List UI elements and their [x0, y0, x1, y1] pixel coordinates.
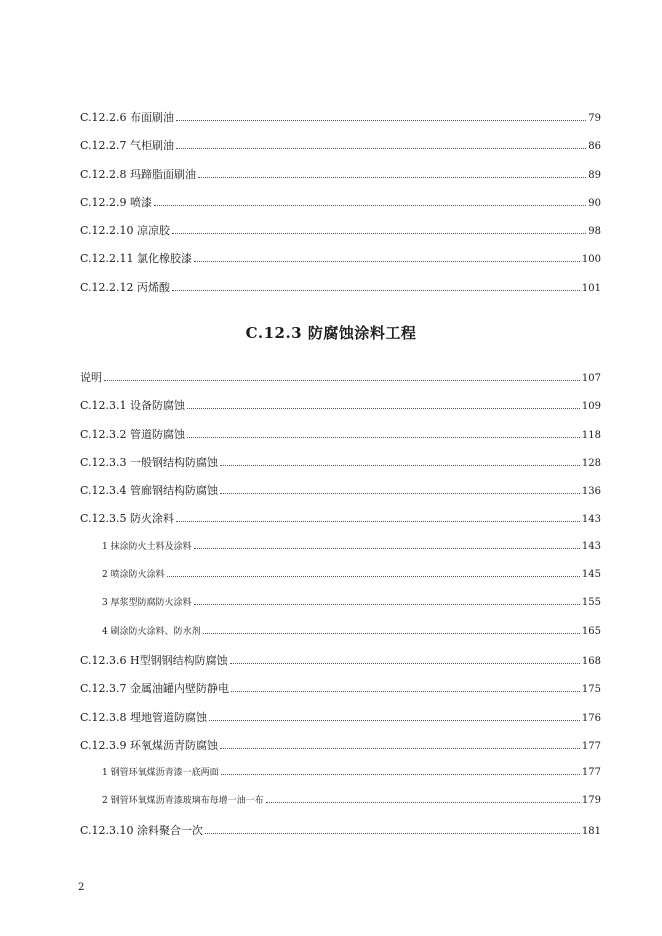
- dot-leader: [104, 380, 580, 381]
- toc-part1: [80, 109, 601, 307]
- toc-entry-label: C.12.3.3 一般钢结构防腐蚀: [80, 455, 219, 469]
- toc-entry-label: 2 喷涂防火涂料: [102, 570, 165, 581]
- dot-leader: [176, 148, 586, 149]
- toc-entry-label: 说明: [80, 371, 102, 384]
- toc-entry[interactable]: [80, 652, 601, 680]
- toc-entry[interactable]: [80, 737, 601, 765]
- toc-entry-page: 136: [581, 486, 601, 498]
- toc-entry-label: C.12.3.6 H型钢钢结构防腐蚀: [80, 653, 228, 667]
- dot-leader: [176, 521, 580, 522]
- toc-subentry[interactable]: [80, 567, 601, 595]
- toc-entry-page: 181: [581, 825, 601, 837]
- toc-subentry[interactable]: [80, 765, 601, 793]
- toc-entry-page: 98: [588, 226, 601, 238]
- dot-leader: [209, 720, 580, 721]
- toc-entry-label: 2 钢管环氧煤沥青漆玻璃布每增一油一布: [102, 796, 264, 807]
- dot-leader: [176, 120, 586, 121]
- toc-subentry[interactable]: [80, 624, 601, 652]
- toc-entry-label: C.12.3.2 管道防腐蚀: [80, 427, 186, 441]
- toc-entry-page: 177: [581, 740, 601, 752]
- toc-entry[interactable]: [80, 137, 601, 165]
- toc-entry[interactable]: [80, 709, 601, 737]
- dot-leader: [194, 261, 580, 262]
- toc-entry[interactable]: [80, 510, 601, 538]
- toc-entry[interactable]: [80, 426, 601, 454]
- toc-part2: [80, 369, 601, 850]
- toc-entry[interactable]: [80, 680, 601, 708]
- toc-entry-label: C.12.3.7 金属油罐内壁防静电: [80, 682, 230, 696]
- dot-leader: [266, 802, 580, 803]
- dot-leader: [205, 833, 580, 834]
- toc-entry[interactable]: [80, 166, 601, 194]
- toc-entry-page: 179: [581, 795, 601, 807]
- toc-entry-page: 109: [581, 401, 601, 413]
- toc-entry[interactable]: [80, 279, 601, 307]
- toc-entry[interactable]: [80, 397, 601, 425]
- toc-entry-page: 176: [581, 712, 601, 724]
- toc-subentry[interactable]: [80, 595, 601, 623]
- toc-entry-page: 107: [581, 373, 601, 384]
- toc-entry-page: 165: [581, 625, 601, 637]
- toc-entry-label: C.12.3.10 涂料聚合一次: [80, 823, 204, 837]
- dot-leader: [172, 233, 586, 234]
- toc-entry-page: 90: [588, 197, 601, 209]
- toc-entry[interactable]: [80, 250, 601, 278]
- dot-leader: [198, 177, 586, 178]
- toc-entry-page: 168: [581, 655, 601, 667]
- dot-leader: [187, 437, 580, 438]
- dot-leader: [187, 408, 580, 409]
- toc-entry[interactable]: [80, 369, 601, 397]
- toc-entry[interactable]: [80, 822, 601, 850]
- footer-page-number: 2: [78, 882, 85, 893]
- toc-entry-label: C.12.2.12 丙烯酸: [80, 280, 171, 294]
- toc-entry-page: 155: [581, 597, 601, 609]
- toc-entry-label: 1 抹涂防火土料及涂料: [102, 541, 192, 552]
- toc-entry-page: 79: [588, 113, 601, 124]
- toc-entry-page: 128: [581, 457, 601, 469]
- toc-entry-label: 4 刷涂防火涂料、防水剂: [102, 626, 201, 637]
- dot-leader: [230, 663, 580, 664]
- toc-entry-label: C.12.2.7 气柜刷油: [80, 139, 175, 153]
- dot-leader: [194, 548, 580, 549]
- toc-entry-label: C.12.3.5 防火涂料: [80, 512, 175, 526]
- section-title: C.12.3 防腐蚀涂料工程: [245, 324, 417, 342]
- toc-entry[interactable]: [80, 454, 601, 482]
- toc-entry-label: C.12.2.6 布面刷油: [80, 111, 175, 124]
- toc-entry-page: 143: [581, 540, 601, 552]
- toc-entry-label: C.12.3.9 环氧煤沥青防腐蚀: [80, 738, 219, 752]
- dot-leader: [203, 633, 580, 634]
- dot-leader: [172, 290, 580, 291]
- toc-entry[interactable]: [80, 109, 601, 137]
- toc-subentry[interactable]: [80, 539, 601, 567]
- dot-leader: [221, 774, 580, 775]
- toc-entry-page: 143: [581, 514, 601, 526]
- toc-entry-page: 118: [581, 429, 601, 441]
- dot-leader: [167, 576, 580, 577]
- toc-entry-label: C.12.2.11 氯化橡胶漆: [80, 252, 193, 266]
- toc-entry-page: 101: [581, 282, 601, 294]
- toc-entry-label: C.12.2.8 玛蹄脂面刷油: [80, 167, 197, 181]
- dot-leader: [220, 493, 580, 494]
- dot-leader: [220, 748, 580, 749]
- toc-entry-page: 177: [581, 767, 601, 779]
- dot-leader: [220, 465, 580, 466]
- toc-entry-page: 86: [588, 141, 601, 153]
- toc-entry-label: 1 钢管环氧煤沥青漆一底两面: [102, 768, 219, 779]
- toc-subentry[interactable]: [80, 793, 601, 821]
- toc-entry-label: C.12.3.8 埋地管道防腐蚀: [80, 710, 208, 724]
- toc-entry-page: 89: [588, 169, 601, 181]
- toc-entry-label: C.12.3.1 设备防腐蚀: [80, 399, 186, 413]
- dot-leader: [231, 691, 580, 692]
- toc-entry-label: C.12.2.10 凉凉胶: [80, 224, 171, 238]
- toc-entry-label: C.12.3.4 管廊钢结构防腐蚀: [80, 484, 219, 498]
- dot-leader: [154, 205, 586, 206]
- toc-entry-page: 145: [581, 569, 601, 581]
- toc-entry[interactable]: [80, 482, 601, 510]
- toc-entry-page: 175: [581, 684, 601, 696]
- toc-entry[interactable]: [80, 194, 601, 222]
- toc-entry-label: 3 厚浆型防腐防火涂料: [102, 598, 192, 609]
- dot-leader: [194, 604, 580, 605]
- toc-entry-label: C.12.2.9 喷漆: [80, 195, 153, 209]
- toc-entry-page: 100: [581, 254, 601, 266]
- toc-entry[interactable]: [80, 222, 601, 250]
